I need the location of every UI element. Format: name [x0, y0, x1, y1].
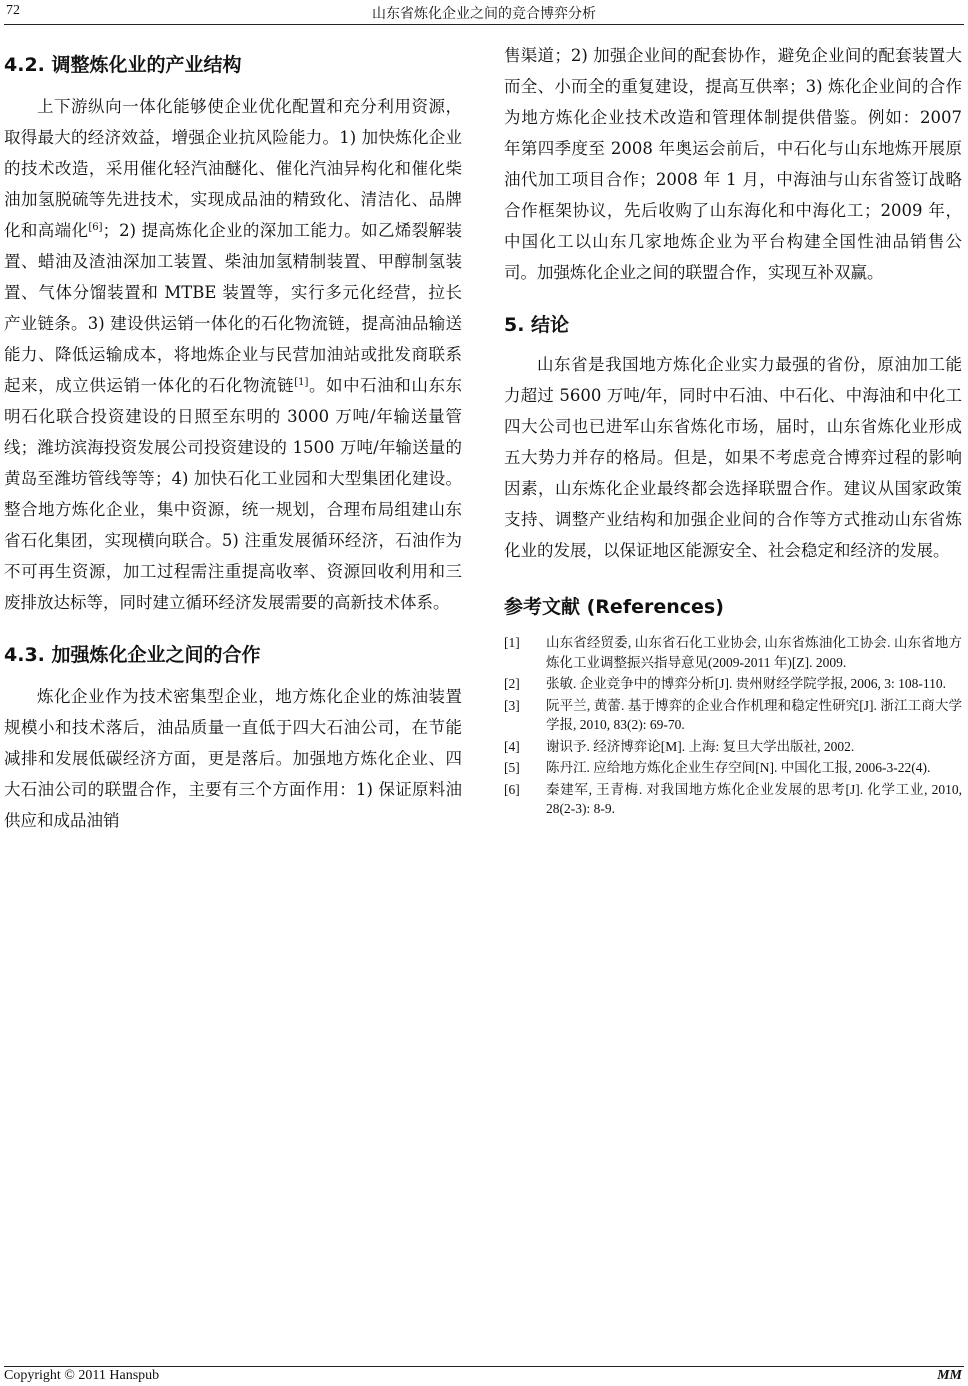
reference-number: [5] — [504, 760, 520, 775]
reference-number: [4] — [504, 738, 520, 754]
reference-number: [1] — [504, 635, 520, 650]
section-4-3-paragraph: 炼化企业作为技术密集型企业，地方炼化企业的炼油装置规模小和技术落后，油品质量一直低于四大石油公司，在节能减排和发展低碳经济方面，更是落后。加强地方炼化企业、四大石油公司的联盟合作，主要有三个方面作用：1) 保证原料油供应和成品油销 — [4, 687, 462, 830]
reference-number: [6] — [504, 781, 520, 797]
citation-1: [1] — [294, 377, 309, 388]
reference-item — [504, 633, 962, 672]
page-header — [0, 0, 968, 24]
citation-6: [6] — [88, 222, 103, 233]
reference-item — [504, 696, 962, 735]
reference-text: 张敏. 企业竞争中的博弈分析[J]. 贵州财经学院学报, 2006, 3: 108-110. — [546, 676, 946, 691]
reference-item — [504, 758, 962, 778]
reference-text: 陈丹江. 应给地方炼化企业生存空间[N]. 中国化工报, 2006-3-22(4). — [546, 760, 931, 775]
header-rule — [4, 24, 964, 25]
reference-text: 秦建军, 王青梅. 对我国地方炼化企业发展的思考[J]. 化学工业, 2010, 28(2-3): 8-9. — [546, 781, 962, 816]
reference-item — [504, 674, 962, 694]
reference-text: 山东省经贸委, 山东省石化工业协会, 山东省炼油化工协会. 山东省地方炼化工业调整振兴指导意见(2009-2011 年)[Z]. 2009. — [546, 635, 962, 670]
right-column — [504, 40, 962, 821]
journal-abbreviation: MM — [937, 1368, 962, 1383]
reference-text: 谢识予. 经济博弈论[M]. 上海: 复旦大学出版社, 2002. — [546, 738, 855, 754]
section-4-2-text-a: 上下游纵向一体化能够使企业优化配置和充分利用资源，取得最大的经济效益，增强企业抗风险能力。1) 加快炼化企业的技术改造，采用催化轻汽油醚化、催化汽油异构化和催化柴油加氢脱硫等先进技术，实现成品油的精致化、清洁化、品牌化和高端化 — [4, 97, 462, 240]
reference-item — [504, 737, 962, 757]
section-heading-5: 5. 结论 — [504, 314, 570, 336]
copyright-notice: Copyright © 2011 Hanspub — [4, 1368, 160, 1383]
conclusion-paragraph: 山东省是我国地方炼化企业实力最强的省份，原油加工能力超过 5600 万吨/年，同时中石油、中石化、中海油和中化工四大公司也已进军山东省炼化市场，届时，山东省炼化业形成五大势力并存的格局。但是，如果不考虑竞合博弈过程的影响因素，山东炼化企业最终都会选择联盟合作。建议从国家政策支持、调整产业结构和加强企业间的合作等方式推动山东省炼化业的发展，以保证地区能源安全、社会稳定和经济的发展。 — [504, 355, 962, 560]
section-4-2-text-c: 。如中石油和山东东明石化联合投资建设的日照至东明的 3000 万吨/年输送量管线；潍坊滨海投资发展公司投资建设的 1500 万吨/年输送量的黄岛至潍坊管线等等；4) 加快石化工业园和大型集团化建设。整合地方炼化企业，集中资源，统一规划，合理布局组建山东省石化集团，实现横向联合。5) 注重发展循环经济，石油作为不可再生资源，加工过程需注重提高收率、资源回收利用和三废排放达标等，同时建立循环经济发展需要的高新技术体系。 — [4, 376, 463, 612]
section-heading-4-2: 4.2. 调整炼化业的产业结构 — [4, 54, 242, 76]
reference-text: 阮平兰, 黄蕾. 基于博弈的企业合作机理和稳定性研究[J]. 浙江工商大学学报, 2010, 83(2): 69-70. — [546, 697, 962, 732]
references-heading: 参考文献 (References) — [504, 596, 724, 618]
page-number: 72 — [6, 3, 20, 18]
footer-rule — [4, 1366, 964, 1367]
section-heading-4-3: 4.3. 加强炼化企业之间的合作 — [4, 644, 261, 666]
reference-list — [504, 633, 962, 819]
continued-paragraph: 售渠道；2) 加强企业间的配套协作，避免企业间的配套装置大而全、小而全的重复建设，提高互供率；3) 炼化企业间的合作为地方炼化企业技术改造和管理体制提供借鉴。例如：2007 年第四季度至 2008 年奥运会前后，中石化与山东地炼开展原油代加工项目合作；2008 年 1 月，中海油与山东省签订战略合作框架协议，先后收购了山东海化和中海化工；2009 年，中国化工以山东几家地炼企业为平台构建全国性油品销售公司。加强炼化企业之间的联盟合作，实现互补双赢。 — [504, 46, 962, 282]
reference-item — [504, 780, 962, 819]
section-4-2-text-b: ；2) 提高炼化企业的深加工能力。如乙烯裂解装置、蜡油及渣油深加工装置、柴油加氢精制装置、甲醇制氢装置、气体分馏装置和 MTBE 装置等，实行多元化经营，拉长产业链条。3) 建设供运销一体化的石化物流链，提高油品输送能力、降低运输成本，将地炼企业与民营加油站或批发商联系起来，成立供运销一体化的石化物流链 — [4, 221, 462, 395]
section-4-2-paragraph — [4, 91, 462, 618]
reference-number: [2] — [504, 676, 520, 691]
reference-number: [3] — [504, 697, 520, 713]
left-column — [4, 40, 462, 836]
running-title: 山东省炼化企业之间的竞合博弈分析 — [372, 6, 596, 22]
